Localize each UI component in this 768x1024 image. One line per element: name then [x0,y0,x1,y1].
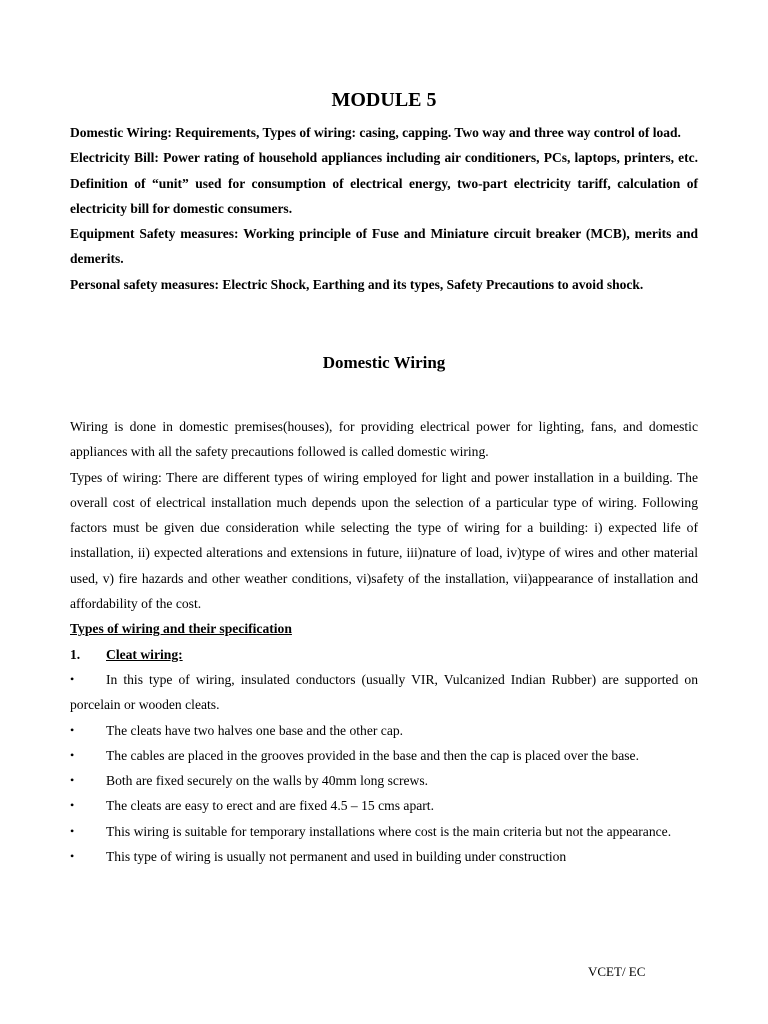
list-item-text: The cleats are easy to erect and are fixed 4.5 – 15 cms apart. [106,798,434,814]
syllabus-item: Domestic Wiring: Requirements, Types of wiring: casing, capping. Two way and three way control of load. [70,125,681,140]
list-item-text: The cables are placed in the grooves provided in the base and then the cap is placed over the base. [106,747,639,763]
list-item [70,743,698,768]
list-item-text: This type of wiring is usually not permanent and used in building under construction [106,849,567,865]
syllabus-item: Equipment Safety measures: Working principle of Fuse and Miniature circuit breaker (MCB), merits and demerits. [70,226,698,267]
syllabus-item: Personal safety measures: Electric Shock, Earthing and its types, Safety Precautions to avoid shock. [70,276,644,292]
subheading: Types of wiring and their specification [70,621,292,637]
list-item [70,768,698,793]
intro-paragraph: Wiring is done in domestic premises(houses), for providing electrical power for lighting, fans, and domestic appliances with all the safety precautions followed is called domestic wiring. [70,419,698,460]
page-title: MODULE 5 [331,89,437,111]
list-item [70,819,698,844]
list-item [70,667,698,718]
bullet-icon: • [70,849,75,864]
bullet-icon: • [70,773,75,788]
list-item [70,844,698,869]
bullet-icon: • [70,722,75,737]
list-item-text: This wiring is suitable for temporary installations where cost is the main criteria but not the appearance. [106,823,672,839]
bullet-icon: • [70,798,75,813]
syllabus-item: Electricity Bill: Power rating of household appliances including air conditioners, PCs, laptops, printers, etc. Definition of “unit” used for consumption of electrical energy, two-part electricity tariff, calculation of electricity bill for domestic consumers. [70,150,698,216]
cleat-label: Cleat wiring: [106,646,183,662]
section-title: Domestic Wiring [322,353,446,372]
list-item-text: The cleats have two halves one base and the other cap. [106,722,404,738]
syllabus-block [70,120,698,297]
cleat-number: 1. [70,646,81,662]
cleat-heading [70,642,698,667]
types-paragraph: Types of wiring: There are different types of wiring employed for light and power installation in a building. The overall cost of electrical installation much depends upon the selection of a particular type of wiring. Following factors must be given due consideration while selecting the type of wiring for a building: i) expected life of installation, ii) expected alterations and extensions in future, iii)nature of load, iv)type of wires and other material used, v) fire hazards and other weather conditions, vi)safety of the installation, vii)appearance of installation and affordability of the cost. [70,469,698,612]
body-content [70,414,698,869]
bullet-icon: • [70,747,75,762]
list-item [70,718,698,743]
list-item [70,793,698,818]
bullet-icon: • [70,671,75,686]
bullet-icon: • [70,823,75,838]
page-footer: VCET/ EC [588,964,646,979]
list-item-text: Both are fixed securely on the walls by 40mm long screws. [106,773,429,789]
list-item-text: In this type of wiring, insulated conductors (usually VIR, Vulcanized Indian Rubber) are supported on porcelain or wooden cleats. [70,671,698,713]
